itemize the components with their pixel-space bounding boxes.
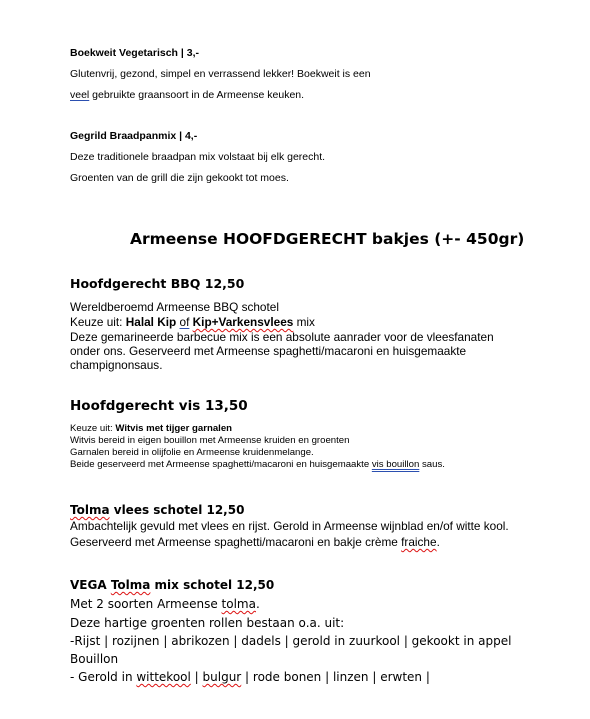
text-run: Met 2 soorten Armeense bbox=[70, 597, 222, 611]
bbq-desc-line: onder ons. Geserveerd met Armeense spaghetti/macaroni en huisgemaakte bbox=[70, 344, 467, 358]
vis-desc-line: Garnalen bereid in olijfolie en Armeense kruidenmelange. bbox=[70, 447, 314, 458]
text-run: Beide geserveerd met Armeense spaghetti/macaroni en huisgemaakte bbox=[70, 459, 372, 470]
tolma-desc-line: Ambachtelijk gevuld met vlees en rijst. Gerold in Armeense wijnblad en/of witte kool. bbox=[70, 519, 509, 533]
bbq-desc-line: Wereldberoemd Armeense BBQ schotel bbox=[70, 300, 279, 314]
section-title: Armeense HOOFDGERECHT bakjes (+- 450gr) bbox=[130, 230, 525, 248]
text-run: Geserveerd met Armeense spaghetti/macaroni en bakje crème bbox=[70, 535, 402, 549]
vis-keuze-line bbox=[70, 423, 232, 434]
vega-desc-line bbox=[70, 597, 260, 611]
text-run: mix bbox=[293, 315, 315, 329]
braadpan-heading: Gegrild Braadpanmix | 4,- bbox=[70, 130, 198, 142]
text-run: Keuze uit: bbox=[70, 315, 126, 329]
text-run: Keuze uit: bbox=[70, 423, 116, 434]
bbq-heading: Hoofdgerecht BBQ 12,50 bbox=[70, 276, 245, 291]
spelling-marked-word: fraiche bbox=[401, 535, 437, 549]
spelling-marked-word: Kip+Varkensvlees bbox=[192, 315, 294, 329]
braadpan-desc-line: Deze traditionele braadpan mix volstaat bij elk gerecht. bbox=[70, 151, 326, 163]
spelling-marked-word: Tolma bbox=[70, 503, 110, 517]
vis-heading: Hoofdgerecht vis 13,50 bbox=[70, 398, 248, 414]
bbq-keuze-line bbox=[70, 315, 315, 329]
vega-desc-line: Bouillon bbox=[70, 652, 119, 666]
bbq-desc-line: Deze gemarineerde barbecue mix is een absolute aanrader voor de vleesfanaten bbox=[70, 330, 494, 344]
text-run: VEGA bbox=[70, 578, 111, 592]
text-run: . bbox=[255, 597, 260, 611]
tolma-desc-line bbox=[70, 535, 440, 549]
bbq-desc-line: champignonsaus. bbox=[70, 358, 163, 372]
text-run: vlees schotel 12,50 bbox=[109, 503, 245, 517]
text-run: gebruikte graansoort in de Armeense keuken. bbox=[89, 89, 305, 101]
vega-heading bbox=[70, 578, 274, 592]
spelling-marked-word: wittekool bbox=[136, 670, 191, 684]
text-run: - Gerold in bbox=[70, 670, 137, 684]
spelling-marked-word: bulgur bbox=[202, 670, 242, 684]
text-run: | rode bonen | linzen | erwten | bbox=[241, 670, 430, 684]
vega-desc-line bbox=[70, 670, 430, 684]
spelling-marked-word: tolma bbox=[221, 597, 256, 611]
boekweit-desc-line: Glutenvrij, gezond, simpel en verrassend lekker! Boekweit is een bbox=[70, 68, 371, 80]
spelling-marked-word: of bbox=[179, 315, 190, 329]
braadpan-desc-line: Groenten van de grill die zijn gekookt tot moes. bbox=[70, 172, 289, 184]
text-run: saus. bbox=[419, 459, 445, 470]
text-run: | bbox=[190, 670, 203, 684]
spelling-marked-word: Tolma bbox=[110, 578, 151, 592]
text-run: . bbox=[436, 535, 440, 549]
vega-desc-line: -Rijst | rozijnen | abrikozen | dadels | gerold in zuurkool | gekookt in appel bbox=[70, 634, 512, 648]
vis-desc-line: Witvis bereid in eigen bouillon met Armeense kruiden en groenten bbox=[70, 435, 350, 446]
vega-desc-line: Deze hartige groenten rollen bestaan o.a. uit: bbox=[70, 616, 345, 630]
boekweit-desc-line bbox=[70, 89, 304, 101]
text-run: Witvis met tijger garnalen bbox=[115, 423, 233, 434]
tolma-heading bbox=[70, 503, 244, 517]
boekweit-heading: Boekweit Vegetarisch | 3,- bbox=[70, 47, 199, 59]
spelling-marked-word: vis bouillon bbox=[371, 459, 420, 470]
vis-desc-line bbox=[70, 459, 445, 470]
text-run: mix schotel 12,50 bbox=[150, 578, 275, 592]
text-run: Halal Kip bbox=[125, 315, 180, 329]
spelling-marked-word: veel bbox=[70, 89, 90, 101]
